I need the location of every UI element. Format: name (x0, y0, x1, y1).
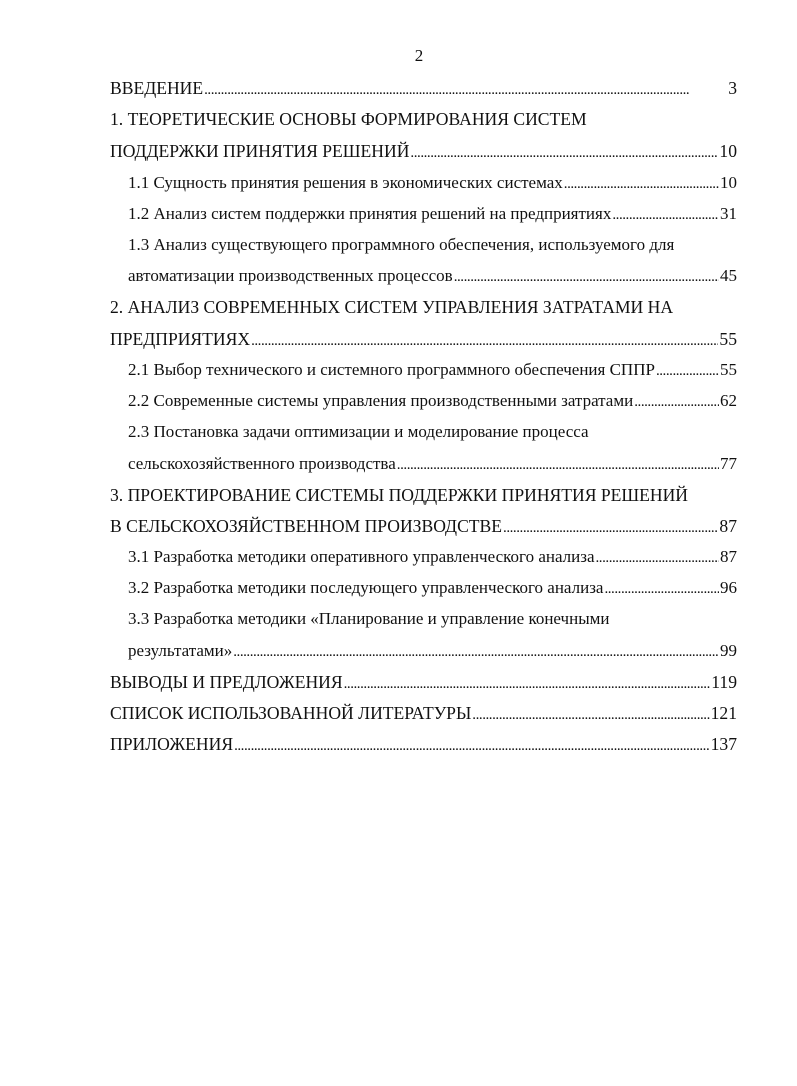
toc-entry-page: 121 (710, 703, 737, 723)
toc-leader-dots (503, 513, 718, 543)
toc-entry-section-2-1[interactable] (128, 355, 737, 385)
toc-entry-page: 87 (719, 516, 737, 536)
toc-leader-dots (344, 669, 711, 699)
toc-entry-chapter-3-lead[interactable]: 3. ПРОЕКТИРОВАНИЕ СИСТЕМЫ ПОДДЕРЖКИ ПРИНЯТИЯ РЕШЕНИЙ (110, 485, 689, 505)
toc-leader-dots (612, 200, 719, 230)
toc-entry-title: 1.2 Анализ систем поддержки принятия решений на предприятиях (128, 204, 612, 223)
toc-entry-section-2-3[interactable] (128, 449, 737, 479)
toc-leader-dots (656, 356, 719, 386)
toc-entry-title: сельскохозяйственного производства (128, 454, 396, 473)
toc-entry-section-1-2[interactable] (128, 199, 737, 229)
toc-entry-section-1-3[interactable] (128, 261, 737, 291)
toc-entry-page: 87 (720, 547, 737, 566)
toc-entry-title: В СЕЛЬСКОХОЗЯЙСТВЕННОМ ПРОИЗВОДСТВЕ (110, 516, 503, 536)
toc-leader-dots (564, 169, 719, 199)
toc-entry-title: ПРЕДПРИЯТИЯХ (110, 329, 251, 349)
toc-entry-section-1-3-lead[interactable]: 1.3 Анализ существующего программного обеспечения, используемого для (128, 235, 675, 254)
toc-entry-page: 10 (720, 173, 737, 192)
toc-leader-dots (604, 574, 719, 604)
toc-entry-appendices[interactable] (110, 729, 737, 759)
toc-entry-chapter-2-lead[interactable]: 2. АНАЛИЗ СОВРЕМЕННЫХ СИСТЕМ УПРАВЛЕНИЯ ЗАТРАТАМИ НА (110, 297, 674, 317)
page-number: 2 (414, 46, 424, 65)
toc-entry-title: результатами» (128, 641, 233, 660)
toc-entry-page: 3 (728, 78, 737, 98)
toc-entry-page: 119 (711, 672, 737, 692)
toc-entry-title: 3.1 Разработка методики оперативного управленческого анализа (128, 547, 595, 566)
toc-entry-title: ВЫВОДЫ И ПРЕДЛОЖЕНИЯ (110, 672, 343, 692)
toc-entry-page: 99 (720, 641, 737, 660)
toc-entry-title: СПИСОК ИСПОЛЬЗОВАННОЙ ЛИТЕРАТУРЫ (110, 703, 472, 723)
toc-entry-page: 55 (720, 360, 737, 379)
toc-entry-chapter-1-lead[interactable]: 1. ТЕОРЕТИЧЕСКИЕ ОСНОВЫ ФОРМИРОВАНИЯ СИСТЕМ (110, 109, 587, 129)
toc-entry-page: 137 (710, 734, 737, 754)
toc-entry-title: ВВЕДЕНИЕ (110, 78, 204, 98)
toc-leader-dots (397, 450, 719, 480)
toc-entry-title: 2.1 Выбор технического и системного программного обеспечения СППР (128, 360, 655, 379)
toc-leader-dots (233, 637, 719, 667)
toc-entry-section-3-1[interactable] (128, 542, 737, 572)
toc-entry-bibliography[interactable] (110, 698, 737, 728)
toc-leader-dots (596, 543, 720, 573)
toc-leader-dots (634, 387, 719, 417)
toc-entry-section-3-2[interactable] (128, 573, 737, 603)
toc-entry-section-3-3[interactable] (128, 636, 737, 666)
toc-entry-page: 77 (720, 454, 737, 473)
toc-entry-conclusions[interactable] (110, 667, 737, 697)
toc-entry-page: 31 (720, 204, 737, 223)
toc-leader-dots (454, 262, 719, 292)
toc-entry-title: автоматизации производственных процессов (128, 266, 453, 285)
toc-entry-page: 45 (720, 266, 737, 285)
toc-entry-title: 1.1 Сущность принятия решения в экономических системах (128, 173, 563, 192)
toc-entry-title: 2.2 Современные системы управления производственными затратами (128, 391, 634, 410)
toc-leader-dots (410, 138, 718, 168)
toc-entry-title: ПРИЛОЖЕНИЯ (110, 734, 234, 754)
toc-entry-chapter-2[interactable] (110, 324, 737, 354)
toc-entry-chapter-1[interactable] (110, 136, 737, 166)
toc-entry-title: 3.2 Разработка методики последующего управленческого анализа (128, 578, 604, 597)
toc-leader-dots (472, 700, 709, 730)
toc-leader-dots (251, 326, 718, 356)
toc-entry-title: ПОДДЕРЖКИ ПРИНЯТИЯ РЕШЕНИЙ (110, 141, 410, 161)
toc-leader-dots (234, 731, 710, 761)
toc-leader-dots (204, 75, 727, 105)
toc-entry-section-2-2[interactable] (128, 386, 737, 416)
toc-entry-page: 62 (720, 391, 737, 410)
toc-entry-section-1-1[interactable] (128, 168, 737, 198)
toc-entry-page: 55 (719, 329, 737, 349)
toc-entry-section-2-3-lead[interactable]: 2.3 Постановка задачи оптимизации и моделирование процесса (128, 422, 589, 441)
toc-entry-introduction[interactable] (110, 73, 737, 103)
toc-entry-page: 96 (720, 578, 737, 597)
toc-entry-section-3-3-lead[interactable]: 3.3 Разработка методики «Планирование и управление конечными (128, 609, 610, 628)
toc-entry-page: 10 (719, 141, 737, 161)
toc-entry-chapter-3[interactable] (110, 511, 737, 541)
